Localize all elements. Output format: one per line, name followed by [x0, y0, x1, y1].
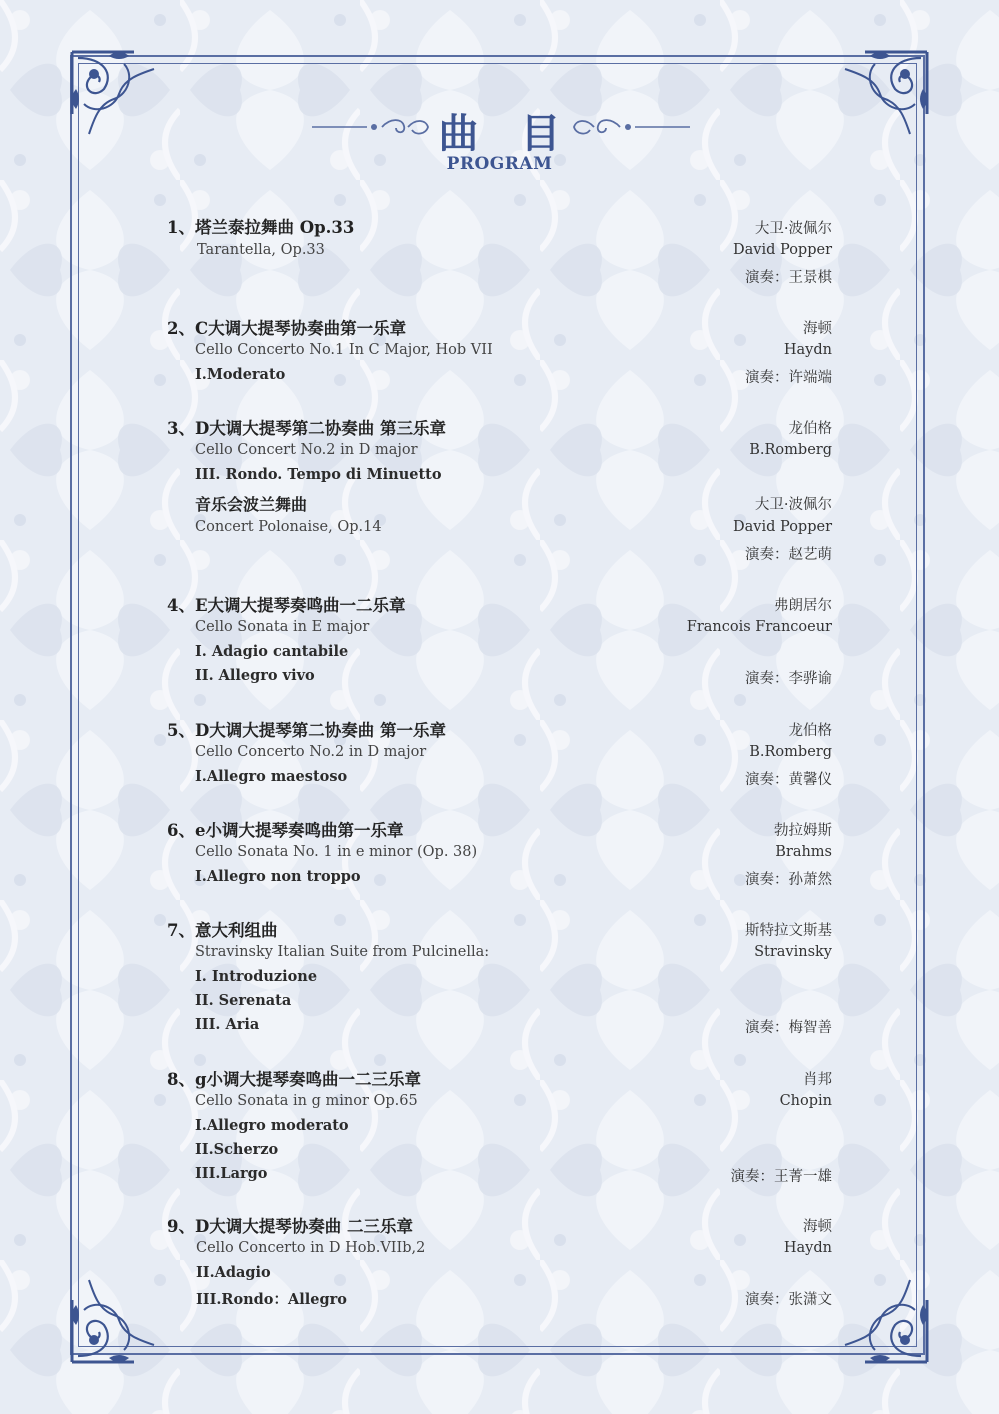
piece-subtitle: Cello Concert No.2 in D major: [195, 442, 418, 458]
composer-cn: 大卫·波佩尔: [754, 497, 832, 513]
movement: II.Adagio: [196, 1264, 271, 1281]
piece-subtitle: Tarantella, Op.33: [197, 242, 325, 258]
page-title: 曲 目: [438, 110, 575, 157]
performer: 演奏：张潇文: [745, 1292, 832, 1308]
piece-subtitle: Stravinsky Italian Suite from Pulcinella:: [195, 944, 490, 960]
movement: I. Adagio cantabile: [195, 643, 349, 660]
composer-cn: 弗朗居尔: [774, 598, 832, 614]
piece-subtitle: Cello Concerto No.2 in D major: [195, 744, 427, 760]
composer-cn: 大卫·波佩尔: [754, 221, 832, 237]
piece-subtitle: Cello Concerto in D Hob.VIIb,2: [196, 1240, 426, 1256]
composer-en: Francois Francoeur: [686, 619, 832, 635]
piece-title: 5、D大调大提琴第二协奏曲 第一乐章: [167, 721, 447, 740]
performer: 演奏：王菁一雄: [730, 1169, 832, 1185]
piece-title: 1、塔兰泰拉舞曲 Op.33: [167, 218, 355, 237]
composer-cn: 斯特拉文斯基: [745, 923, 832, 939]
movement: II. Serenata: [195, 992, 292, 1009]
performer: 演奏：王景棋: [745, 270, 832, 286]
performer: 演奏：梅智善: [745, 1020, 832, 1036]
composer-en: David Popper: [733, 242, 832, 258]
piece-title: 9、D大调大提琴协奏曲 二三乐章: [167, 1217, 414, 1236]
movement: I.Allegro non troppo: [195, 868, 361, 885]
movement: I.Moderato: [195, 366, 286, 383]
piece-subtitle: Cello Sonata in E major: [195, 619, 370, 635]
composer-en: Haydn: [783, 1240, 832, 1256]
movement: I.Allegro moderato: [195, 1117, 349, 1134]
performer: 演奏：李骅谕: [745, 671, 832, 687]
movement: I.Allegro maestoso: [195, 768, 348, 785]
composer-en: Haydn: [783, 342, 832, 358]
page-subtitle: PROGRAM: [446, 154, 553, 174]
piece-title: 3、D大调大提琴第二协奏曲 第三乐章: [167, 419, 447, 438]
performer: 演奏：赵艺萌: [745, 547, 832, 563]
performer: 演奏：孙萧然: [745, 872, 832, 888]
composer-cn: 龙伯格: [788, 723, 832, 739]
composer-cn: 勃拉姆斯: [774, 823, 832, 839]
piece-title: 音乐会波兰舞曲: [195, 495, 308, 514]
composer-en: B.Romberg: [749, 744, 832, 760]
piece-subtitle: Cello Concerto No.1 In C Major, Hob VII: [195, 342, 493, 358]
movement: III. Rondo. Tempo di Minuetto: [195, 466, 442, 483]
composer-en: Brahms: [775, 844, 832, 860]
composer-cn: 海顿: [803, 1219, 832, 1235]
piece-title: 4、E大调大提琴奏鸣曲一二乐章: [167, 596, 406, 615]
piece-title: 7、意大利组曲: [167, 921, 278, 940]
movement: I. Introduzione: [195, 968, 318, 985]
performer: 演奏：许端端: [745, 370, 832, 386]
movement: III.Largo: [195, 1165, 268, 1182]
piece-title: 2、C大调大提琴协奏曲第一乐章: [167, 319, 407, 338]
composer-cn: 海顿: [803, 321, 832, 337]
performer: 演奏：黄馨仪: [745, 772, 832, 788]
movement: III. Aria: [195, 1016, 260, 1033]
composer-en: Stravinsky: [754, 944, 832, 960]
piece-title: 6、e小调大提琴奏鸣曲第一乐章: [167, 821, 404, 840]
composer-en: David Popper: [733, 519, 832, 535]
piece-subtitle: Cello Sonata No. 1 in e minor (Op. 38): [195, 844, 478, 860]
piece-title: 8、g小调大提琴奏鸣曲一二三乐章: [167, 1070, 422, 1089]
movement: II. Allegro vivo: [195, 667, 315, 684]
piece-subtitle: Cello Sonata in g minor Op.65: [195, 1093, 418, 1109]
composer-en: Chopin: [779, 1093, 832, 1109]
movement: III.Rondo：Allegro: [196, 1291, 347, 1308]
composer-cn: 肖邦: [803, 1072, 832, 1088]
movement: II.Scherzo: [195, 1141, 279, 1158]
composer-en: B.Romberg: [749, 442, 832, 458]
composer-cn: 龙伯格: [788, 421, 832, 437]
piece-subtitle: Concert Polonaise, Op.14: [195, 519, 382, 535]
